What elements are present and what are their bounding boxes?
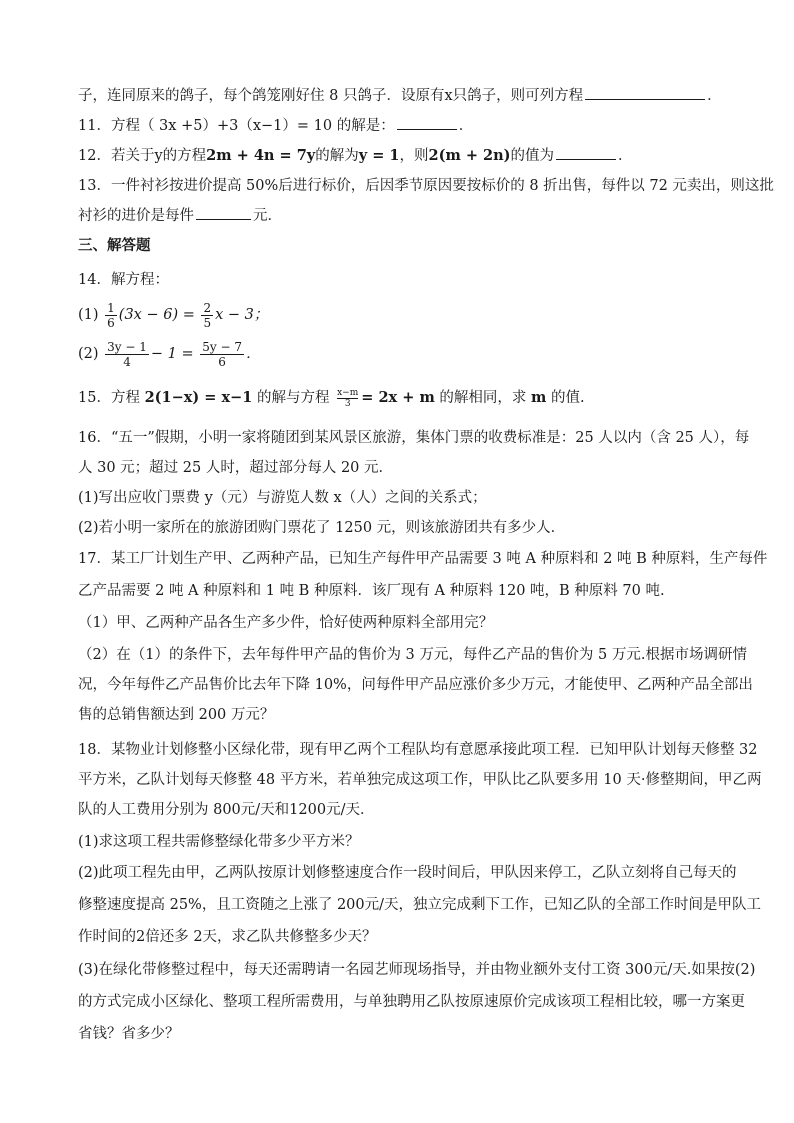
question-18-part1: (1)求这项工程共需修整绿化带多少平方米？ (78, 834, 360, 850)
fraction: $\frac{3y - 1}{4}$ (107, 339, 147, 369)
question-18-part3-line3: 省钱？省多少？ (78, 1026, 180, 1042)
question-17-part2-line1: （2）在（1）的条件下，去年每件甲产品的售价为 3 万元，每件乙产品的售价为 5 万元.根据市场调研情 (78, 647, 747, 663)
question-14-part2: (2) $\frac{3y - 1}{4}$ − 1 = $\frac{5y - 7}{6}$ ． (78, 339, 261, 369)
question-17-line1: 17．某工厂计划生产甲、乙两种产品，已知生产每件甲产品需要 3 吨 A 种原料和 2 吨 B 种原料，生产每件 (78, 551, 768, 567)
question-18-line1: 18．某物业计划修整小区绿化带，现有甲乙两个工程队均有意愿承接此项工程．已知甲队计划每天修整 32 (78, 742, 758, 758)
question-16-line2: 人 30 元；超过 25 人时，超过部分每人 20 元． (78, 460, 394, 476)
fraction: $\frac{2}{5}$ (203, 300, 212, 330)
question-18-part2-line1: (2)此项工程先由甲，乙两队按原计划修整速度合作一段时间后，甲队因来停工，乙队立刻将自己每天的 (78, 865, 737, 881)
question-15: 15．方程 2(1−x) = x−1 的解与方程 $\frac{x-m}{3} = 2x + m$ 的解相同，求 m 的值. (78, 387, 585, 409)
fraction: $\frac{1}{6}$ (107, 300, 115, 330)
question-17-part2-line2: 况，今年每件乙产品售价比去年下降 10%，问每件甲产品应涨价多少万元，才能使甲、乙两种产品全部出 (78, 677, 753, 693)
question-13-line1: 13．一件衬衫按进价提高 50%后进行标价，后因季节原因要按标价的 8 折出售，每件以 72 元卖出，则这批 (78, 178, 774, 194)
answer-blank[interactable] (556, 144, 616, 160)
fraction: $\frac{5y - 7}{6}$ (202, 339, 242, 369)
question-18-part3-line1: (3)在绿化带修整过程中，每天还需聘请一名园艺师现场指导，并由物业额外支付工资 300元/天.如果按(2) (78, 962, 756, 978)
question-13-line2: 衬衫的进价是每件 元． (78, 204, 728, 226)
question-16-part1: (1)写出应收门票费 y（元）与游览人数 x（人）之间的关系式； (78, 490, 487, 506)
question-14-part1: (1) $\frac{1}{6}$ (3x − 6) = $\frac{2}{5}$ x − 3； (78, 300, 269, 330)
question-18-part2-line2: 修整速度提高 25%，且工资随之上涨了 200元/天，独立完成剩下工作，已知乙队的全部工作时间是甲队工 (78, 897, 762, 913)
answer-blank[interactable] (585, 84, 705, 100)
answer-blank[interactable] (397, 114, 457, 130)
section-heading: 三、解答题 (78, 237, 151, 254)
question-18-line3: 队的人工费用分别为 800元/天和1200元/天． (78, 802, 375, 818)
question-12: 12．若关于y的方程2m + 4n = 7y的解为y = 1，则2(m + 2n)的值为 ． (78, 144, 728, 166)
question-17-line2: 乙产品需要 2 吨 A 种原料和 1 吨 B 种原料．该厂现有 A 种原料 120 吨，B 种原料 70 吨. (78, 583, 665, 599)
answer-blank[interactable] (196, 204, 251, 220)
question-17-part2-line3: 售的总销售额达到 200 万元？ (78, 707, 275, 723)
question-16-part2: (2)若小明一家所在的旅游团购门票花了 1250 元，则该旅游团共有多少人． (78, 520, 566, 536)
question-18-line2: 平方米，乙队计划每天修整 48 平方米，若单独完成这项工作，甲队比乙队要多用 10 天·修整期间，甲乙两 (78, 772, 762, 788)
question-18-part3-line2: 的方式完成小区绿化、整项工程所需费用，与单独聘用乙队按原速原价完成该项工程相比较，哪一方案更 (78, 994, 745, 1010)
question-14: 14．解方程： (78, 272, 169, 288)
fraction: $\frac{x-m}{3}$ (337, 387, 359, 409)
question-16-line1: 16．“五一”假期，小明一家将随团到某风景区旅游，集体门票的收费标准是：25 人以内（含 25 人），每 (78, 430, 750, 446)
line-q10-continued: 子，连同原来的鸽子，每个鸽笼刚好住 8 只鸽子．设原有x只鸽子，则可列方程 ． (78, 84, 728, 106)
question-17-part1: （1）甲、乙两种产品各生产多少件，恰好使两种原料全部用完？ (78, 615, 494, 631)
question-11: 11．方程（ 3x +5）+3（x−1）= 10 的解是： ． (78, 114, 728, 136)
question-18-part2-line3: 作时间的2倍还多 2天，求乙队共修整多少天？ (78, 929, 377, 945)
